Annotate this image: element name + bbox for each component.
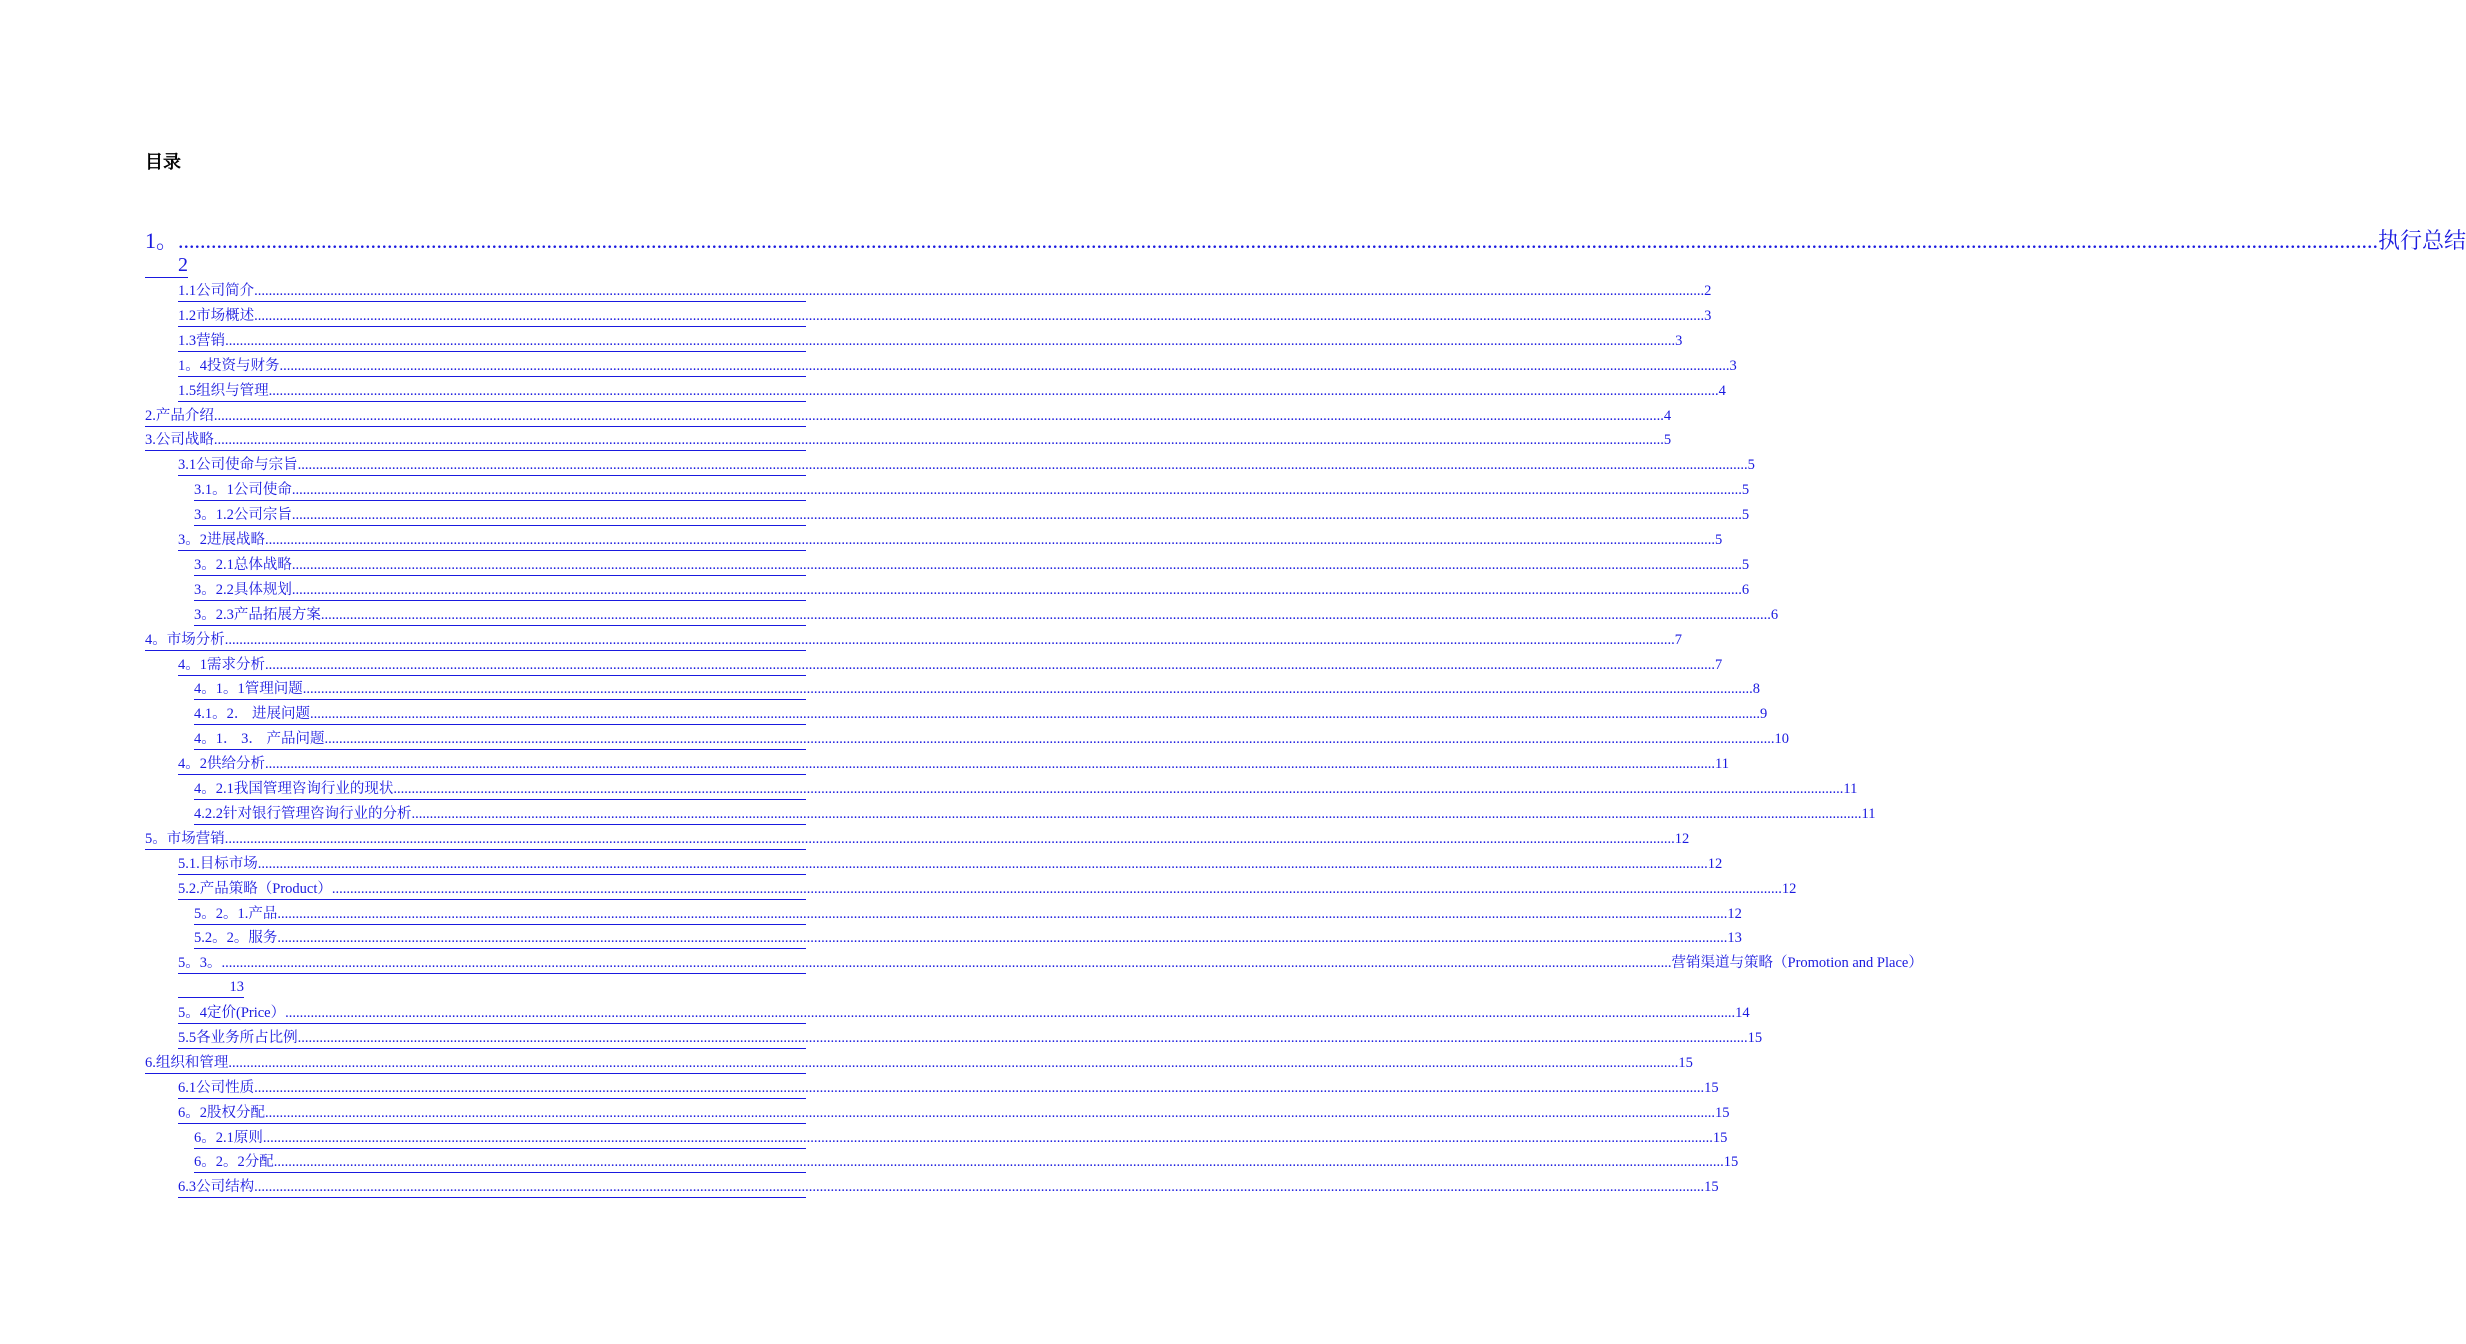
- toc-entry[interactable]: [178, 332, 1683, 352]
- toc-entry-label: 3。2.3产品拓展方案: [194, 606, 321, 623]
- toc-entry[interactable]: [194, 905, 1742, 925]
- toc-entry-label: 1.5组织与管理: [178, 382, 269, 399]
- toc-leader-dots: ................................................................................................................................................................................................................................................................................................................................................................................................................: [213, 407, 1664, 424]
- toc-entry-page: 6: [1770, 606, 1779, 623]
- toc-entry-page: 14: [1735, 1005, 1750, 1021]
- toc-entry-label: 1。4投资与财务: [178, 357, 280, 374]
- toc-entry-page: 15: [1715, 1104, 1730, 1121]
- toc-entry-page: 7: [1715, 656, 1723, 673]
- toc-entry[interactable]: [145, 431, 1672, 451]
- toc-leader-dots: ................................................................................................................................................................................................................................................................................................................................................................................................................: [277, 905, 1728, 922]
- toc-entry-label: 4。2.1我国管理咨询行业的现状: [194, 781, 394, 797]
- toc-entry-page: 5: [1747, 457, 1755, 474]
- toc-entry-page: 7: [1674, 631, 1682, 648]
- toc-entry[interactable]: [194, 805, 1876, 825]
- toc-entry-page: 4: [1663, 407, 1672, 424]
- toc-entry[interactable]: [178, 1178, 1719, 1198]
- toc-entry[interactable]: [194, 581, 1750, 601]
- toc-entry-label: 4。2供给分析: [178, 756, 265, 773]
- toc-entry-label: 6.1公司性质: [178, 1079, 255, 1096]
- toc-entry-label: 5.1.目标市场: [178, 855, 258, 872]
- toc-entry-page: 2: [1704, 283, 1712, 299]
- toc-leader-dots: ................................................................................................................................................................................................................................................................................................................................................................................................................: [324, 731, 1775, 748]
- toc-entry[interactable]: [178, 880, 1797, 900]
- toc-entry-label: 1.1公司简介: [178, 283, 255, 299]
- toc-entry[interactable]: [178, 357, 1737, 377]
- toc-leader-dots: ................................................................................................................................................................................................................................................................................................................................................................................................................: [291, 556, 1742, 573]
- toc-entry[interactable]: [178, 307, 1712, 327]
- toc-entry-label: 3.公司战略: [145, 432, 214, 449]
- toc-entry[interactable]: [178, 1004, 1750, 1024]
- toc-entry-page: 5: [1741, 482, 1750, 499]
- toc-entry-label: 3。2进展战略: [178, 532, 265, 548]
- toc-entry[interactable]: [194, 1129, 1728, 1149]
- toc-entry-page: 12: [1781, 880, 1797, 897]
- toc-entry-label: 3。1.2公司宗旨: [194, 507, 292, 524]
- toc-entry-page: 3: [1729, 357, 1737, 374]
- toc-leader-dots: ................................................................................................................................................................................................................................................................................................................................................................................................................: [273, 1154, 1724, 1171]
- toc-entry[interactable]: [178, 855, 1723, 875]
- toc-leader-dots: ................................................................................................................................................................................................................................................................................................................................................................................................................: [224, 631, 1675, 648]
- toc-entry-label: 4。1． 3． 产品问题: [194, 731, 325, 748]
- toc-leader-dots: ................................................................................................................................................................................................................................................................................................................................................................................................................: [265, 1104, 1715, 1121]
- toc-entry[interactable]: [178, 954, 1923, 974]
- toc-entry-label: 6。2。2分配: [194, 1154, 274, 1171]
- toc-entry-page: 12: [1674, 830, 1690, 847]
- toc-entry-label: 3.1。1公司使命: [194, 482, 292, 499]
- toc-entry-page: 13: [1727, 930, 1742, 947]
- toc-leader-dots: ................................................................................................................................................................................................................................................................................................................................................................................................................: [254, 307, 1705, 324]
- toc-entry-promotion-page[interactable]: 13: [178, 978, 244, 998]
- toc-leader-dots: ................................................................................................................................................................................................................................................................................................................................................................................................................: [262, 1129, 1713, 1146]
- toc-entry-label: 6。2.1原则: [194, 1129, 263, 1146]
- toc-entry-label: 3.1公司使命与宗旨: [178, 457, 298, 474]
- toc-entry-label: 6。2股权分配: [178, 1104, 265, 1121]
- toc-entry-page: 9: [1760, 706, 1768, 723]
- toc-entry[interactable]: [194, 1153, 1739, 1173]
- toc-entry-label: 5。2。1.产品: [194, 905, 278, 922]
- toc-entry-page: 15: [1747, 1029, 1763, 1046]
- toc-leader-dots: ................................................................................................................................................................................................................................................................................................................................................................................................................: [224, 830, 1675, 847]
- toc-leader-dots: ................................................................................................................................................................................................................................................................................................................................................................................................................: [221, 955, 1672, 972]
- toc-entry-label: 5。市场营销: [145, 830, 225, 847]
- toc-entry-page: 5: [1741, 556, 1750, 573]
- toc-entry-label: 2.产品介绍: [145, 407, 214, 424]
- toc-entry-page: 6: [1741, 581, 1750, 598]
- toc-entry-label: 5。4定价(Price）: [178, 1005, 286, 1021]
- toc-leader-dots: ................................................................................................................................................................................................................................................................................................................................................................................................................: [279, 357, 1730, 374]
- toc-entry-page: 11: [1861, 805, 1876, 822]
- toc-leader-dots: ................................................................................................................................................................................................................................................................................................................................................................................................................: [302, 681, 1753, 698]
- toc-leader-dots: ................................................................................................................................................................................................................................................................................................................................................................................................................: [291, 507, 1742, 524]
- toc-entry-label: 6.组织和管理: [145, 1054, 229, 1071]
- toc-entry[interactable]: [178, 1079, 1719, 1099]
- toc-entry-page: 15: [1704, 1079, 1719, 1096]
- toc-entry-label: 4。1需求分析: [178, 656, 265, 673]
- toc-entry-page: 15: [1723, 1154, 1739, 1171]
- toc-entry[interactable]: [178, 456, 1755, 476]
- toc-leader-dots: ................................................................................................................................................................................................................................................................................................................................................................................................................: [257, 855, 1708, 872]
- toc-entry[interactable]: [145, 1054, 1693, 1074]
- toc-entry-label: 1.3营销: [178, 332, 226, 349]
- toc-entry-label: 1.2市场概述: [178, 307, 255, 324]
- toc-entry-page: 5: [1715, 532, 1723, 548]
- toc-entry-page: 执行总结: [2378, 228, 2466, 253]
- toc-leader-dots: ................................................................................................................................................................................................................................................................................................................................................................................................................: [213, 432, 1664, 449]
- toc-entry[interactable]: [194, 506, 1750, 526]
- toc-entry-label: 3。2.1总体战略: [194, 556, 292, 573]
- toc-leader-dots: ................................................................................................................................................................................................................................................................................................................................................................................................................: [310, 706, 1760, 723]
- toc-entry[interactable]: [194, 929, 1742, 949]
- toc-entry[interactable]: [194, 730, 1789, 750]
- toc-entry-page: 3: [1704, 307, 1712, 324]
- toc-entry-page: 3: [1675, 332, 1683, 349]
- toc-entry-label: 1。: [145, 228, 179, 253]
- toc-entry-label: 5.2.产品策略（Product）: [178, 880, 332, 897]
- toc-entry-label: 5。3。: [178, 955, 222, 972]
- toc-leader-dots: ................................................................................................................................................................................................................................................................................................................................................................................................................: [411, 805, 1862, 822]
- toc-entry[interactable]: [145, 631, 1682, 651]
- toc-entry-exec-summary-page[interactable]: 2: [145, 253, 188, 278]
- toc-entry-label: 5.2。2。服务: [194, 930, 278, 947]
- toc-leader-dots: ................................................................................................................................................................................................................................................................................................................................................................................................................: [320, 606, 1771, 623]
- toc-leader-dots: ................................................................................................................................................................................................................................................................................................................................................................................................................: [297, 1029, 1748, 1046]
- toc-entry-page: 8: [1752, 681, 1760, 698]
- toc-entry-page: 11: [1843, 781, 1858, 797]
- toc-leader-dots: ................................................................................................................................................................................................................................................................................................................................................................................................................: [285, 1005, 1736, 1021]
- toc-leader-dots: ................................................................................................................................................................................................................................................................................................................................................................................................................: [265, 656, 1715, 673]
- toc-entry-page: 15: [1704, 1179, 1719, 1196]
- toc-leader-dots: ................................................................................................................................................................................................................................................................................................................................................................................................................: [225, 332, 1676, 349]
- toc-entry-label: 5.5各业务所占比例: [178, 1029, 298, 1046]
- toc-entry[interactable]: [178, 1104, 1730, 1124]
- toc-entry[interactable]: [194, 481, 1750, 501]
- toc-entry-page: 15: [1678, 1054, 1693, 1071]
- toc-entry[interactable]: [178, 531, 1723, 551]
- toc-entry[interactable]: [178, 656, 1723, 676]
- toc-entry-label: 4.2.2针对银行管理咨询行业的分析: [194, 805, 412, 822]
- toc-leader-dots: ................................................................................................................................................................................................................................................................................................................................................................................................................: [228, 1054, 1679, 1071]
- toc-entry-page: 12: [1727, 905, 1742, 922]
- toc-leader-dots: ................................................................................................................................................................................................................................................................................................................................................................................................................: [268, 382, 1719, 399]
- toc-entry-label: 3。2.2具体规划: [194, 581, 292, 598]
- toc-entry[interactable]: [194, 606, 1779, 626]
- toc-entry[interactable]: [145, 830, 1690, 850]
- toc-entry-page: 5: [1741, 507, 1750, 524]
- toc-leader-dots: ................................................................................................................................................................................................................................................................................................................................................................................................................: [265, 756, 1715, 773]
- toc-entry[interactable]: [178, 282, 1712, 302]
- toc-entry[interactable]: [178, 755, 1729, 775]
- toc-entry[interactable]: [194, 680, 1760, 700]
- toc-leader-dots: ................................................................................................................................................................................................................................................................................................................................................................................................................: [254, 283, 1705, 299]
- toc-leader-dots: ................................................................................................................................................................................................................................................................................................................................................................................................................: [254, 1179, 1705, 1196]
- toc-entry-label: 4.1。2． 进展问题: [194, 706, 310, 723]
- toc-entry-page: 12: [1707, 855, 1723, 872]
- toc-leader-dots: ................................................................................................................................................................................................................................................................................................................................................................................................................: [254, 1079, 1705, 1096]
- toc-entry-page: 15: [1712, 1129, 1728, 1146]
- toc-leader-dots: ................................................................................................................................................................................................................................................................................................................................................................................................................: [277, 930, 1728, 947]
- toc-entry-label: 4。1。1管理问题: [194, 681, 303, 698]
- toc-leader-dots: ................................................................................................................................................................................................................................................................................................................................................................................................................: [265, 532, 1715, 548]
- toc-entry[interactable]: [145, 407, 1672, 427]
- toc-entry-page: 11: [1715, 756, 1729, 773]
- toc-entry-page: 营销渠道与策略（Promotion and Place）: [1671, 955, 1923, 972]
- toc-entry[interactable]: [194, 705, 1768, 725]
- toc-title: 目录: [145, 152, 181, 173]
- toc-leader-dots: ................................................................................................................................................................................................................................................................................................................................................................................................................: [178, 228, 2379, 253]
- toc-entry[interactable]: [178, 1029, 1763, 1049]
- toc-entry-page: 10: [1774, 731, 1789, 748]
- toc-entry[interactable]: [194, 780, 1858, 800]
- toc-leader-dots: ................................................................................................................................................................................................................................................................................................................................................................................................................: [291, 581, 1742, 598]
- toc-leader-dots: ................................................................................................................................................................................................................................................................................................................................................................................................................: [393, 781, 1844, 797]
- toc-entry-page: 4: [1718, 382, 1726, 399]
- toc-leader-dots: ................................................................................................................................................................................................................................................................................................................................................................................................................: [331, 880, 1782, 897]
- toc-entry-label: 6.3公司结构: [178, 1179, 255, 1196]
- toc-entry[interactable]: [178, 382, 1726, 402]
- toc-leader-dots: ................................................................................................................................................................................................................................................................................................................................................................................................................: [291, 482, 1742, 499]
- toc-entry[interactable]: [145, 228, 2466, 254]
- toc-entry-page: 5: [1663, 432, 1672, 449]
- toc-entry[interactable]: [194, 556, 1750, 576]
- toc-leader-dots: ................................................................................................................................................................................................................................................................................................................................................................................................................: [297, 457, 1748, 474]
- toc-entry-label: 4。市场分析: [145, 631, 225, 648]
